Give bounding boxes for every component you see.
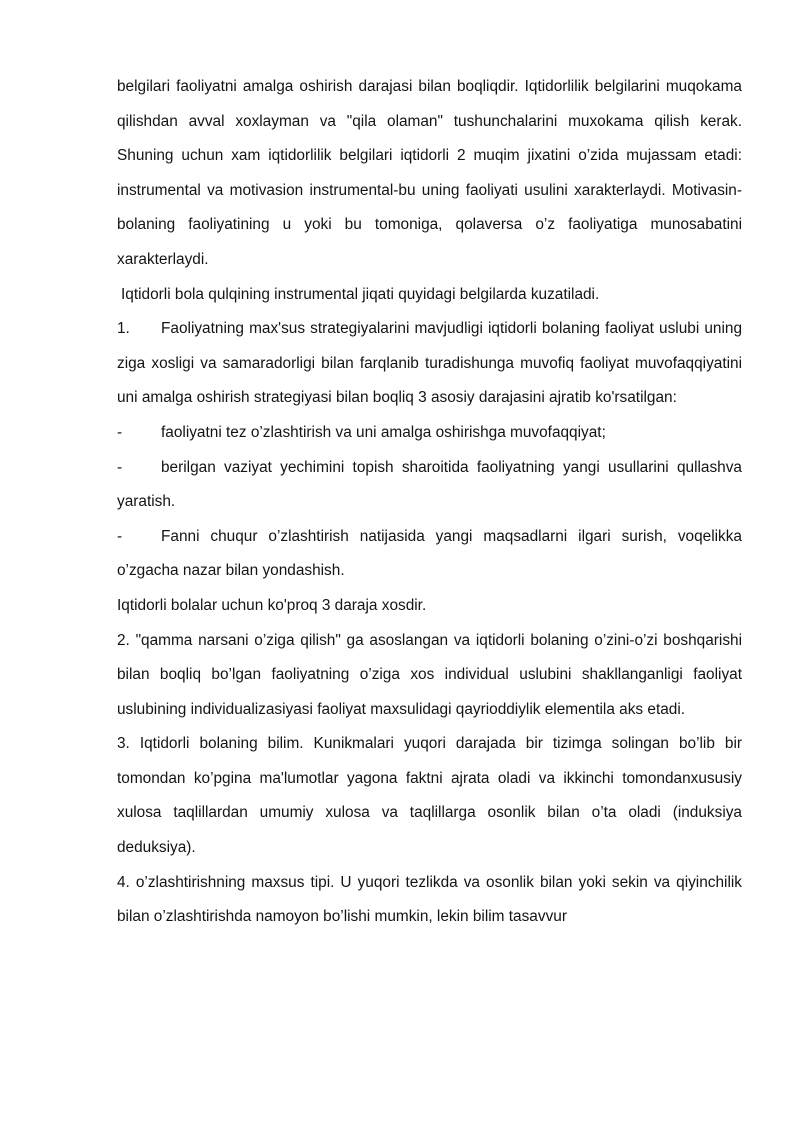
list-marker: 1. bbox=[117, 320, 130, 338]
document-page bbox=[117, 70, 742, 935]
paragraph-instrumental-heading: Iqtidorli bola qulqining instrumental jiqati quyidagi belgilarda kuzatiladi. bbox=[121, 285, 600, 303]
paragraph-level-note: Iqtidorli bolalar uchun ko'proq 3 daraja xosdir. bbox=[117, 596, 427, 614]
dash-marker: - bbox=[117, 423, 123, 441]
list-item-text: berilgan vaziyat yechimini topish sharoitida faoliyatning yangi usullarini qullashva yaratish. bbox=[117, 458, 742, 511]
numbered-item-1 bbox=[117, 312, 742, 416]
paragraph-point-4: 4. o’zlashtirishning maxsus tipi. U yuqori tezlikda va osonlik bilan yoki sekin va qiyinchilik bilan o’zlashtirishda namoyon bo’lishi mumkin, lekin bilim tasavvur bbox=[117, 873, 742, 926]
dash-item-3 bbox=[117, 520, 742, 589]
list-item-text: Fanni chuqur o’zlashtirish natijasida yangi maqsadlarni ilgari surish, voqelikka o’zgacha nazar bilan yondashish. bbox=[117, 527, 742, 580]
paragraph-intro: belgilari faoliyatni amalga oshirish darajasi bilan boqliqdir. Iqtidorlilik belgilarini muqokama qilishdan avval xoxlayman va "qila olaman" tushunchalarini muxokama qilish kerak. Shuning uchun xam iqtidorlilik belgilari iqtidorli 2 muqim jixatini o’zida mujassam etadi: instrumental va motivasion instrumental-bu uning faoliyati usulini xarakterlaydi. Motivasin-bolaning faoliyatining u yoki bu tomoniga, qolaversa o’z faoliyatiga munosabatini xarakterlaydi. bbox=[117, 78, 742, 268]
dash-marker: - bbox=[117, 458, 123, 476]
paragraph-point-2: 2. "qamma narsani o’ziga qilish" ga asoslangan va iqtidorli bolaning o’zini-o’zi boshqarishi bilan boqliq bo’lgan faoliyatning o’ziga xos individual uslubini shakllanganligi faoliyat uslubining individualizasiyasi faoliyat maxsulidagi qayrioddiylik elementila aks etadi. bbox=[117, 631, 742, 718]
paragraph-point-3: 3. Iqtidorli bolaning bilim. Kunikmalari yuqori darajada bir tizimga solingan bo’lib bir tomondan ko’pgina ma'lumotlar yagona faktni ajrata oladi va ikkinchi tomondanxususiy xulosa taqlillardan umumiy xulosa va taqlillarga osonlik bilan o’ta oladi (induksiya deduksiya). bbox=[117, 735, 742, 857]
dash-marker: - bbox=[117, 527, 123, 545]
list-item-text: faoliyatni tez o’zlashtirish va uni amalga oshirishga muvofaqqiyat; bbox=[161, 423, 606, 441]
dash-item-2 bbox=[117, 451, 742, 520]
dash-item-1 bbox=[117, 416, 742, 451]
list-item-text: Faoliyatning max'sus strategiyalarini mavjudligi iqtidorli bolaning faoliyat uslubi uning ziga xosligi va samaradorligi bilan farqlanib turadishunga muvofiq faoliyat muvofaqqiyatini uni amalga oshirish strategiyasi bilan boqliq 3 asosiy darajasini ajratib ko'rsatilgan: bbox=[117, 320, 742, 407]
